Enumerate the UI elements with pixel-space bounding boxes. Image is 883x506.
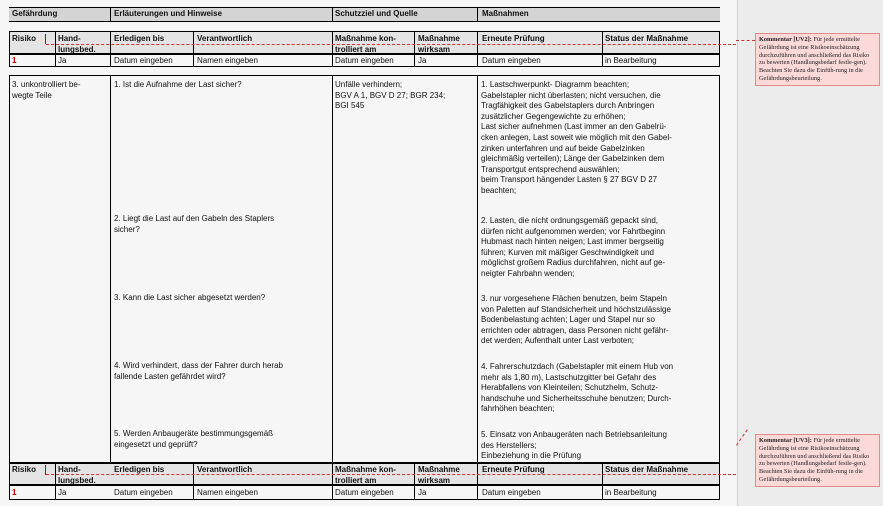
- wirksam-value-1[interactable]: Ja: [418, 56, 427, 65]
- comment-label-uv2: Kommentar [UV2]:: [759, 36, 812, 43]
- header-gefaehrdung: Gefährdung: [12, 9, 58, 18]
- comment-connector-1b: [736, 40, 755, 41]
- risk-value-2[interactable]: 1: [12, 488, 17, 497]
- kontrolliert-field-2[interactable]: Datum eingeben: [335, 488, 394, 497]
- status-field-2[interactable]: in Bearbeitung: [605, 488, 657, 497]
- risk-header-risiko-2: Risiko: [12, 465, 37, 474]
- risk-header-pruefung: Erneute Prüfung: [482, 34, 545, 43]
- header-schutzziel: Schutzziel und Quelle: [335, 9, 418, 18]
- measure-2: 2. Lasten, die nicht ordnungsgemäß gepackt sind, dürfen nicht aufgenommen werden; vor Fahrtbeginn Hubmast nach hinten neigen; Last immer bergseitig führen; Kurven mit mäßiger Geschwindigkeit und möglichst großem Radius durchfahren, nicht auf ge- neigter Fahrbahn wenden;: [481, 216, 666, 278]
- question-3: 3. Kann die Last sicher abgesetzt werden?: [114, 293, 266, 302]
- measure-3: 3. nur vorgesehene Flächen benutzen, beim Stapeln von Paletten auf Standsicherheit und höchstzulässige Bodenbelastung achten; Lager und Stapel nur so errichten oder abtragen, dass Personen nicht gefähr- det werden; Aufenthalt unter Last verboten;: [481, 294, 671, 346]
- risk-header-status: Status der Maßnahme: [605, 34, 689, 43]
- risk-header-wirksam: Maßnahme wirksam: [418, 34, 460, 54]
- risk-header-wirksam-2: Maßnahme wirksam: [418, 465, 460, 485]
- hazard-source: Unfälle verhindern; BGV A 1, BGV D 27; BGR 234; BGI 545: [335, 80, 446, 111]
- question-2: 2. Liegt die Last auf den Gabeln des Staplers sicher?: [114, 214, 275, 234]
- comment-connector-1: [46, 44, 736, 45]
- header-erlaeuterungen: Erläuterungen und Hinweise: [114, 9, 223, 18]
- risk-header-handlung: Hand- lungsbed.: [58, 34, 96, 54]
- comment-text-uv2: Für jede ermittelte Gefährdung ist eine Risikoeinschätzung durchzuführen und anschließend das Risiko zu bewerten (Handlungsbedarf festle-gen). Beachten Sie dazu die Einfüh-rung in die Gefährdungsbeurteilung.: [759, 36, 870, 82]
- pruefung-field-1[interactable]: Datum eingeben: [482, 56, 541, 65]
- wirksam-value-2[interactable]: Ja: [418, 488, 427, 497]
- question-1: 1. Ist die Aufnahme der Last sicher?: [114, 80, 242, 89]
- verantwortlich-field-2[interactable]: Namen eingeben: [197, 488, 258, 497]
- risk-header-verantwortlich-2: Verantwortlich: [197, 465, 253, 474]
- measure-4: 4. Fahrerschutzdach (Gabelstapler mit einem Hub von mehr als 1,80 m), Lastschutzgitter bei Gefahr des Herabfallens von Kleinteilen; Schutzhelm, Schutz- handschuhe und Sicherheitsschuhe benutzen; Durch- fahrhöhen beachten;: [481, 362, 674, 414]
- risk-header-erledigen: Erledigen bis: [114, 34, 165, 43]
- risk-header-handlung-2: Hand- lungsbed.: [58, 465, 96, 485]
- comment-label-uv3: Kommentar [UV3]:: [759, 437, 812, 444]
- risk-value-1[interactable]: 1: [12, 56, 17, 65]
- status-field-1[interactable]: in Bearbeitung: [605, 56, 657, 65]
- comment-connector-2: [46, 474, 736, 475]
- risk-header-erledigen-2: Erledigen bis: [114, 465, 165, 474]
- comment-balloon-uv2[interactable]: [755, 33, 880, 86]
- kontrolliert-field-1[interactable]: Datum eingeben: [335, 56, 394, 65]
- risk-header-pruefung-2: Erneute Prüfung: [482, 465, 545, 474]
- handlung-value-1[interactable]: Ja: [58, 56, 67, 65]
- handlung-value-2[interactable]: Ja: [58, 488, 67, 497]
- risk-header-risiko: Risiko: [12, 34, 37, 43]
- comment-balloon-uv3[interactable]: [755, 434, 880, 487]
- header-massnahmen: Maßnahmen: [482, 9, 529, 18]
- measure-1: 1. Lastschwerpunkt- Diagramm beachten; Gabelstapler nicht überlasten; nicht versuchen, die Tragfähigkeit des Gabelstaplers durch Anbringen zusätzlicher Gegengewichte zu erhöhen; Last sicher aufnehmen (Last immer an den Gabelrü- cken anlegen, Last soweit wie möglich mit den Gabel- zinken unterfahren und auf beide Gabelzinken gleichmäßig verteilen); Länge der Gabelzinken dem Transportgut entsprechend auswählen; beim Transport hängender Lasten § 27 BGV D 27 beachten;: [481, 80, 672, 195]
- risk-header-kontrolliert: Maßnahme kon- trolliert am: [335, 34, 396, 54]
- risk-header-verantwortlich: Verantwortlich: [197, 34, 253, 43]
- risk-header-status-2: Status der Maßnahme: [605, 465, 689, 474]
- verantwortlich-field-1[interactable]: Namen eingeben: [197, 56, 258, 65]
- question-5: 5. Werden Anbaugeräte bestimmungsgemäß eingesetzt und geprüft?: [114, 429, 274, 449]
- erledigen-field-1[interactable]: Datum eingeben: [114, 56, 173, 65]
- comment-text-uv3: Für jede ermittelte Gefährdung ist eine Risikoeinschätzung durchzuführen und anschließend das Risiko zu bewerten (Handlungsbedarf festle-gen). Beachten Sie dazu die Einfüh-rung in die Gefährdungsbeurteilung.: [759, 437, 870, 483]
- risk-header-kontrolliert-2: Maßnahme kon- trolliert am: [335, 465, 396, 485]
- question-4: 4. Wird verhindert, dass der Fahrer durch herab fallende Lasten gefährdet wird?: [114, 361, 283, 381]
- hazard-title: 3. unkontrolliert be- wegte Teile: [12, 80, 81, 100]
- measure-5: 5. Einsatz von Anbaugeräten nach Betriebsanleitung des Herstellers; Einbeziehung in die Prüfung: [481, 430, 667, 461]
- erledigen-field-2[interactable]: Datum eingeben: [114, 488, 173, 497]
- pruefung-field-2[interactable]: Datum eingeben: [482, 488, 541, 497]
- comment-anchor-1: [45, 34, 46, 44]
